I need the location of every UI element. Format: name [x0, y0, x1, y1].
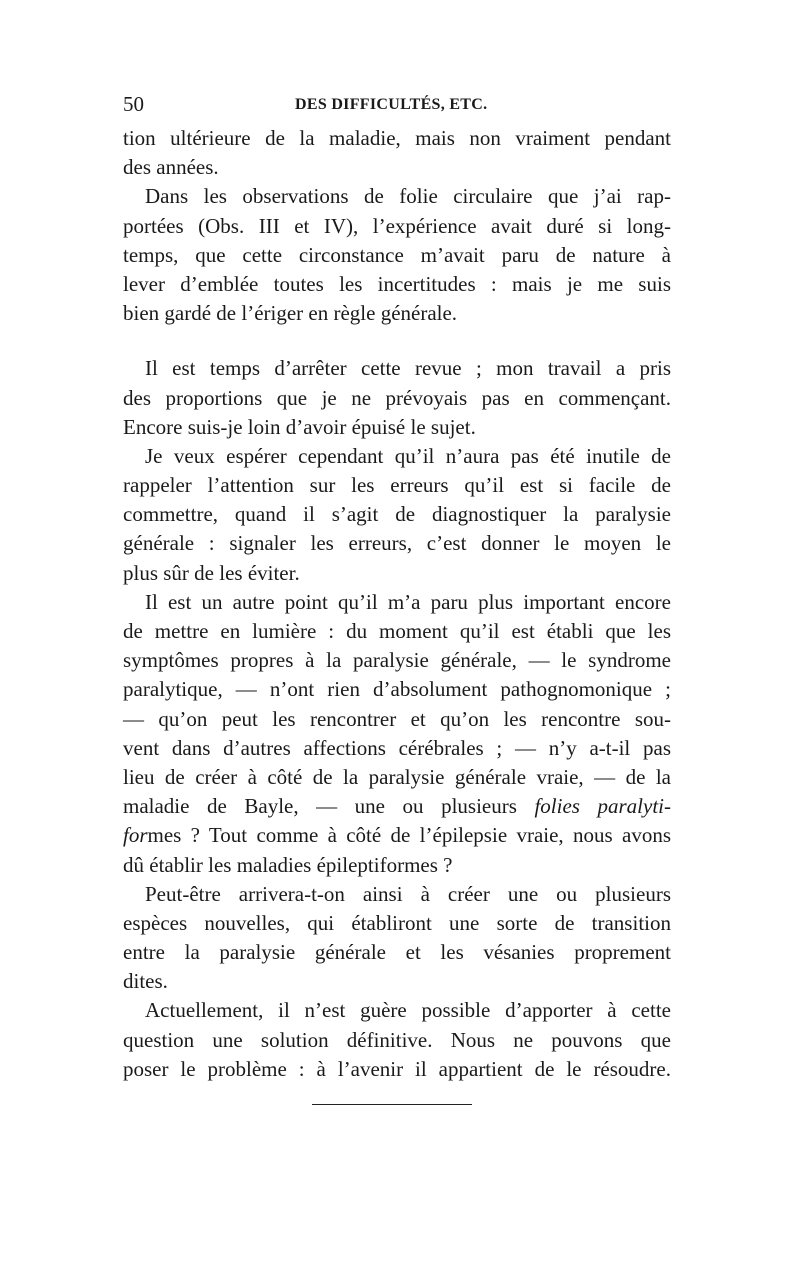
italic-phrase: folies paralyti- [534, 794, 671, 819]
text-line: Il est temps d’arrêter cette revue ; mon travail a pris [145, 356, 671, 381]
text-line: de mettre en lumière : du moment qu’il est établi que les [123, 619, 671, 643]
text-line: tion ultérieure de la maladie, mais non vraiment pendant [123, 126, 671, 150]
italic-continuation: for [123, 823, 148, 848]
text-line: Dans les observations de folie circulaire que j’ai rap- [145, 184, 671, 209]
running-head: DES DIFFICULTÉS, ETC. [295, 96, 488, 113]
text-line: générale : signaler les erreurs, c’est donner le moyen le [123, 531, 671, 556]
text-line: vent dans d’autres affections cérébrales ; — n’y a-t-il pas [123, 735, 671, 760]
text-line: temps, que cette circonstance m’avait paru de nature à [123, 242, 671, 267]
text-line: Actuellement, il n’est guère possible d’apporter à cette [145, 998, 671, 1023]
text-line: symptômes propres à la paralysie générale, — le syndrome [123, 648, 671, 673]
text-line: poser le problème : à l’avenir il appartient de le résoudre. [123, 1056, 671, 1081]
text-line: entre la paralysie générale et les vésanies proprement [123, 940, 671, 965]
text-line: paralytique, — n’ont rien d’absolument pathognomonique ; [123, 677, 671, 702]
text-fragment: maladie de Bayle, — une ou plusieurs [123, 794, 517, 819]
text-line: commettre, quand il s’agit de diagnostiquer la paralysie [123, 502, 671, 527]
page-number: 50 [123, 92, 144, 116]
text-line: espèces nouvelles, qui établiront une sorte de transition [123, 910, 671, 935]
page-header [123, 92, 671, 116]
text-line [123, 821, 671, 850]
text-line: Encore suis-je loin d’avoir épuisé le sujet. [123, 414, 476, 439]
text-line: Peut-être arrivera-t-on ainsi à créer une ou plusieurs [145, 881, 671, 906]
text-line: Il est un autre point qu’il m’a paru plus important encore [145, 589, 671, 614]
text-line: lever d’emblée toutes les incertitudes : mais je me suis [123, 271, 671, 296]
text-line: plus sûr de les éviter. [123, 560, 300, 585]
text-line: bien gardé de l’ériger en règle générale. [123, 301, 458, 326]
text-line: lieu de créer à côté de la paralysie générale vraie, — de la [123, 764, 671, 789]
end-rule [312, 1104, 472, 1105]
text-line: dû établir les maladies épileptiformes ? [123, 852, 453, 877]
text-line: Je veux espérer cependant qu’il n’aura pas été inutile de [145, 443, 671, 468]
section-gap [123, 328, 671, 354]
text-line [123, 792, 671, 821]
body-text [123, 124, 671, 1084]
text-line: des proportions que je ne prévoyais pas en commençant. [123, 385, 671, 410]
text-line: question une solution définitive. Nous ne pouvons que [123, 1027, 671, 1052]
text-line: — qu’on peut les rencontrer et qu’on les rencontre sou- [123, 706, 671, 731]
text-line: dites. [123, 969, 168, 994]
text-line: rappeler l’attention sur les erreurs qu’il est si facile de [123, 473, 671, 498]
text-line: portées (Obs. III et IV), l’expérience avait duré si long- [123, 213, 671, 238]
text-fragment: mes ? Tout comme à côté de l’épilepsie vraie, nous avons [147, 823, 671, 848]
text-line: des années. [123, 155, 219, 180]
